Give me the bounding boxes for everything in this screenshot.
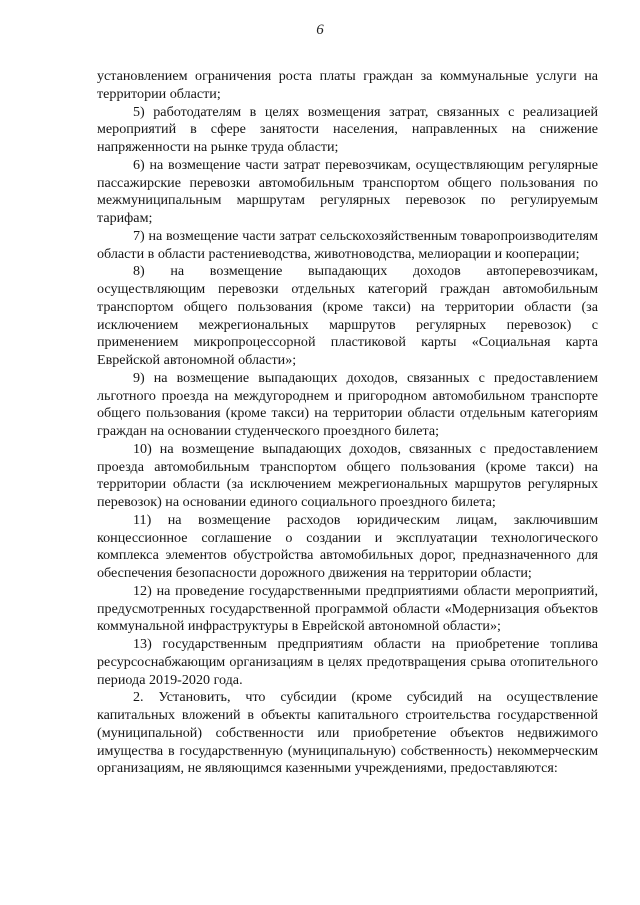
paragraph-item-11: 11) на возмещение расходов юридическим лицам, заключившим концессионное соглашение о создании и эксплуатации технологического комплекса элементов обустройства автомобильных дорог, предназначенного для обеспечения безопасности дорожного движения на территории области;	[97, 511, 598, 581]
paragraph-item-7: 7) на возмещение части затрат сельскохозяйственным товаропроизводителям области в области растениеводства, животноводства, мелиорации и кооперации;	[97, 227, 598, 262]
paragraph-item-8: 8) на возмещение выпадающих доходов автоперевозчикам, осуществляющим перевозки отдельных категорий граждан автомобильным транспортом общего пользования (кроме такси) на территории области (за исключением межрегиональных маршрутов регулярных перевозок) с применением микропроцессорной пластиковой карты «Социальная карта Еврейской автономной области»;	[97, 263, 598, 368]
paragraph-item-12: 12) на проведение государственными предприятиями области мероприятий, предусмотренных государственной программой области «Модернизация объектов коммунальной инфраструктуры в Еврейской автономной области»;	[97, 582, 598, 635]
page-number: 6	[316, 22, 324, 38]
document-body	[97, 68, 598, 778]
paragraph-item-6: 6) на возмещение части затрат перевозчикам, осуществляющим регулярные пассажирские перевозки автомобильным транспортом общего пользования по межмуниципальным маршрутам регулярных перевозок по регулируемым тарифам;	[97, 156, 598, 226]
paragraph-continuation: установлением ограничения роста платы граждан за коммунальные услуги на территории области;	[97, 68, 598, 102]
paragraph-item-13: 13) государственным предприятиям области на приобретение топлива ресурсоснабжающим организациям в целях предотвращения срыва отопительного периода 2019-2020 года.	[97, 636, 598, 688]
paragraph-item-5: 5) работодателям в целях возмещения затрат, связанных с реализацией мероприятий в сфере занятости населения, направленных на снижение напряженности на рынке труда области;	[97, 103, 598, 155]
paragraph-section-2: 2. Установить, что субсидии (кроме субсидий на осуществление капитальных вложений в объекты капитального строительства государственной (муниципальной) собственности или приобретение объектов недвижимого имущества в государственную (муниципальную) собственность) некоммерческим организациям, не являющимся казенными учреждениями, предоставляются:	[97, 689, 598, 777]
paragraph-item-9: 9) на возмещение выпадающих доходов, связанных с предоставлением льготного проезда на междугороднем и пригородном автомобильном транспорте общего пользования (кроме такси) на территории области отдельным категориям граждан на основании студенческого проездного билета;	[97, 369, 598, 439]
paragraph-item-10: 10) на возмещение выпадающих доходов, связанных с предоставлением проезда автомобильным транспортом общего пользования (кроме такси) на территории области (за исключением межрегиональных маршрутов регулярных перевозок) на основании единого социального проездного билета;	[97, 440, 598, 510]
